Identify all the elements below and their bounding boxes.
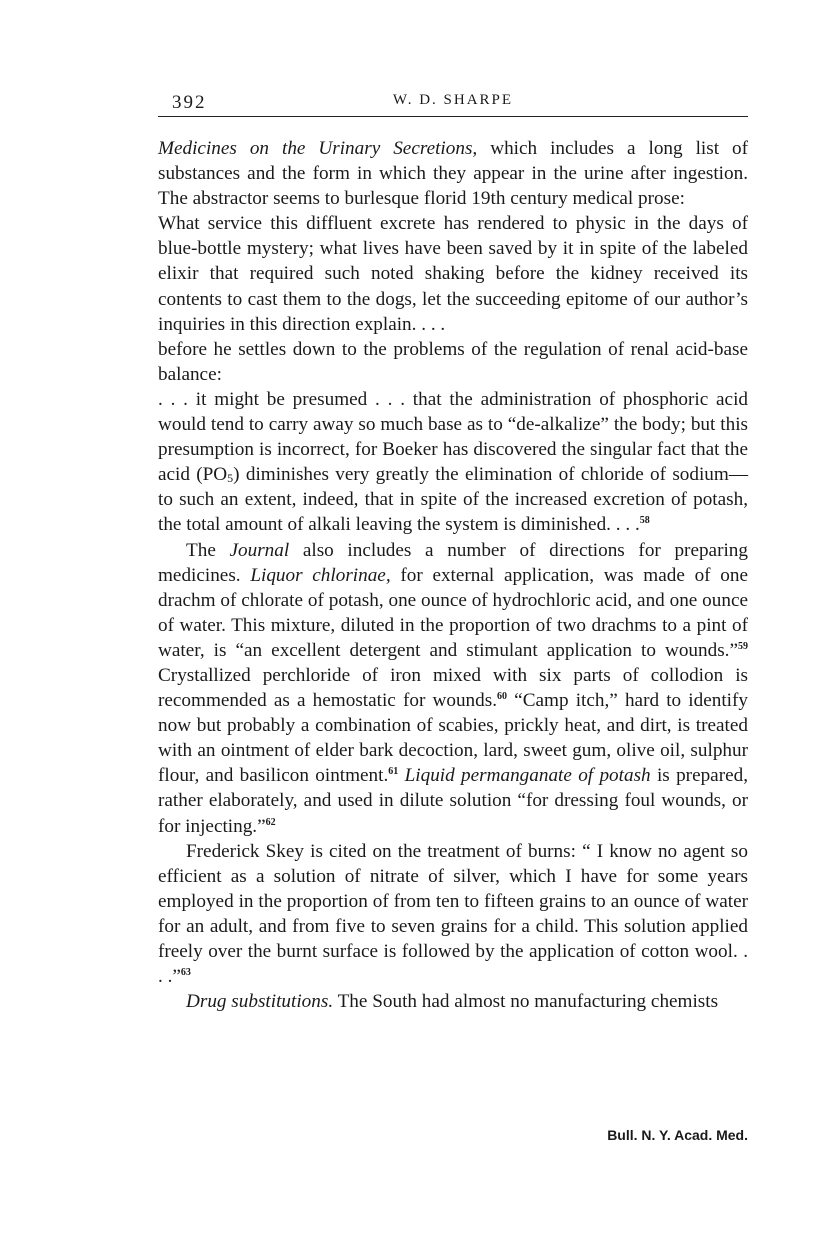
text-run: for external application, was made of one drachm of chlorate of potash, one ounce of hydrochloric acid, and one ounce of water. This mixture, diluted in the proportion of two drachms to a pint of water, is “an excellent detergent and stimulant application to wounds.” bbox=[158, 564, 748, 661]
footnote-ref: 63 bbox=[180, 967, 191, 979]
italic-term: Journal bbox=[229, 539, 290, 561]
text-run: is prepared, rather elaborately, and used in dilute solution “for dressing foul wounds, or for injecting.” bbox=[158, 765, 748, 837]
quote-text-b: ) diminishes very greatly the elimination of chloride of sodium—to such an extent, indeed, that in spite of the increased excretion of potash, the total amount of alkali leaving the system is diminished. . . . bbox=[158, 464, 749, 536]
subscript: 5 bbox=[227, 471, 234, 486]
footnote-ref: 59 bbox=[738, 640, 748, 652]
footnote-ref: 60 bbox=[497, 691, 508, 703]
footnote-ref: 58 bbox=[639, 515, 650, 527]
running-head: W. D. SHARPE bbox=[392, 92, 514, 108]
cited-title: Medicines on the Urinary Secretions, bbox=[158, 138, 478, 159]
footnote-ref: 61 bbox=[388, 766, 399, 778]
paragraph-1 bbox=[158, 136, 748, 211]
text-run: Frederick Skey is cited on the treatment of burns: “ I know no agent so efficient as a solution of nitrate of silver, which I have for some years employed in the proportion of from ten to fifteen grains to an ounce of water for an adult, and from five to seven grains for a child. This solution applied freely over the burnt surface is followed by the application of cotton wool. . . .” bbox=[158, 840, 748, 988]
footnote-ref: 62 bbox=[265, 816, 276, 828]
paragraph-5 bbox=[158, 989, 748, 1014]
text-run: The South had almost no manufacturing chemists bbox=[333, 991, 719, 1013]
paragraph-2: before he settles down to the problems of the regulation of renal acid-base balance: bbox=[158, 338, 748, 385]
block-quote-2 bbox=[158, 387, 748, 538]
journal-footer: Bull. N. Y. Acad. Med. bbox=[607, 1127, 748, 1143]
paragraph-3 bbox=[158, 538, 748, 839]
article-body bbox=[158, 136, 748, 1014]
text-run: also includes a number of directions for preparing medicines. bbox=[158, 539, 748, 586]
text-run: Crystallized perchloride of iron mixed with six parts of collodion is recommended as a hemostatic for wounds. bbox=[158, 664, 748, 712]
text-run: “Camp itch,” hard to identify now but probably a combination of scabies, prickly heat, and dirt, is treated with an ointment of elder bark decoction, lard, sweet gum, olive oil, sulphur flour, and basilicon ointment. bbox=[158, 690, 748, 787]
paragraph-4 bbox=[158, 839, 748, 990]
italic-term: Liquor chlorinae, bbox=[250, 564, 391, 586]
header-rule bbox=[158, 116, 748, 117]
page-number: 392 bbox=[172, 92, 207, 113]
italic-term: Drug substitutions. bbox=[186, 991, 334, 1013]
page-header bbox=[158, 88, 748, 118]
italic-term: Liquid permanganate of potash bbox=[404, 765, 651, 787]
paragraph-text: which includes a long list of substances and the form in which they appear in the urine after ingestion. The abstractor seems to burlesque florid 19th century medical prose: bbox=[158, 138, 748, 210]
block-quote-1: What service this diffluent excrete has rendered to physic in the days of blue-bottle mystery; what lives have been saved by it in spite of the labeled elixir that required such noted shaking before the kidney received its contents to cast them to the dogs, let the succeeding epitome of our author’s inquiries in this direction explain. . . . bbox=[158, 213, 748, 335]
text-run: The bbox=[186, 539, 230, 561]
quote-text-a: . . . it might be presumed . . . that the administration of phosphoric acid would tend to carry away so much base as to “de-alkalize” the body; but this presumption is incorrect, for Boeker has discovered the singular fact that the acid (PO bbox=[158, 388, 748, 486]
